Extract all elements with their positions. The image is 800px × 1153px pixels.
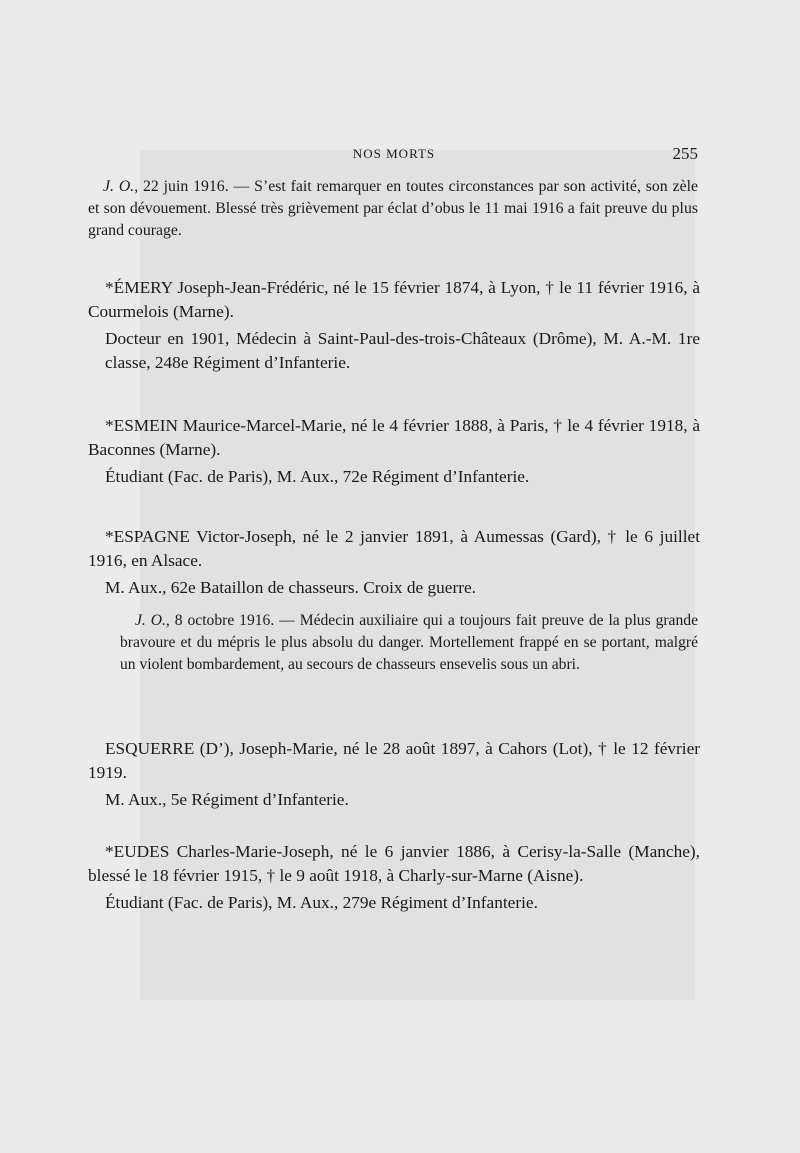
citation-paragraph <box>88 176 700 242</box>
entry-esmein <box>88 414 700 489</box>
citation-text: , 8 octobre 1916. — Médecin auxiliaire qui a toujours fait preuve de la plus grande bravoure et du mépris le plus absolu du danger. Mortellement frappé en se portant, malgré un violent bombardement, au secours de chasseurs ensevelis sous un abri. <box>120 611 698 673</box>
citation-ref: J. O. <box>135 611 166 629</box>
entry-eudes <box>88 840 700 915</box>
entry-name: *ESMEIN Maurice-Marcel-Marie, né le 4 février 1888, à Paris, † le 4 février 1918, à Baconnes (Marne). <box>88 416 700 459</box>
entry-emery <box>88 276 700 374</box>
entry-espagne <box>88 525 700 676</box>
running-head: NOS MORTS <box>352 146 436 161</box>
entry-name: *ESPAGNE Victor-Joseph, né le 2 janvier 1891, à Aumessas (Gard), † le 6 juillet 1916, en Alsace. <box>88 527 700 570</box>
citation-text: , 22 juin 1916. — S’est fait remarquer en toutes circonstances par son activité, son zèle et son dévouement. Blessé très grièvement par éclat d’obus le 11 mai 1916 a fait preuve du plus grand courage. <box>88 178 698 239</box>
entry-name: *EUDES Charles-Marie-Joseph, né le 6 janvier 1886, à Cerisy-la-Salle (Manche), blessé le 18 février 1915, † le 9 août 1918, à Charly-sur-Marne (Aisne). <box>88 842 700 885</box>
entry-detail: Étudiant (Fac. de Paris), M. Aux., 279e Régiment d’Infanterie. <box>105 893 538 912</box>
entry-name: ESQUERRE (D’), Joseph-Marie, né le 28 août 1897, à Cahors (Lot), † le 12 février 1919. <box>88 739 700 782</box>
entry-detail: Docteur en 1901, Médecin à Saint-Paul-des-trois-Châteaux (Drôme), M. A.-M. 1re classe, 248e Régiment d’Infanterie. <box>105 329 700 372</box>
entry-detail: M. Aux., 5e Régiment d’Infanterie. <box>105 790 349 809</box>
entry-detail: M. Aux., 62e Bataillon de chasseurs. Croix de guerre. <box>105 578 476 597</box>
citation-paragraph <box>88 610 700 676</box>
citation-ref: J. O. <box>103 178 135 195</box>
page-number: 255 <box>672 144 698 163</box>
entry-name: *ÉMERY Joseph-Jean-Frédéric, né le 15 février 1874, à Lyon, † le 11 février 1916, à Courmelois (Marne). <box>88 278 700 321</box>
top-citation <box>88 176 700 242</box>
entry-esquerre <box>88 737 700 812</box>
page-header <box>90 146 698 168</box>
entry-detail: Étudiant (Fac. de Paris), M. Aux., 72e Régiment d’Infanterie. <box>105 467 530 486</box>
